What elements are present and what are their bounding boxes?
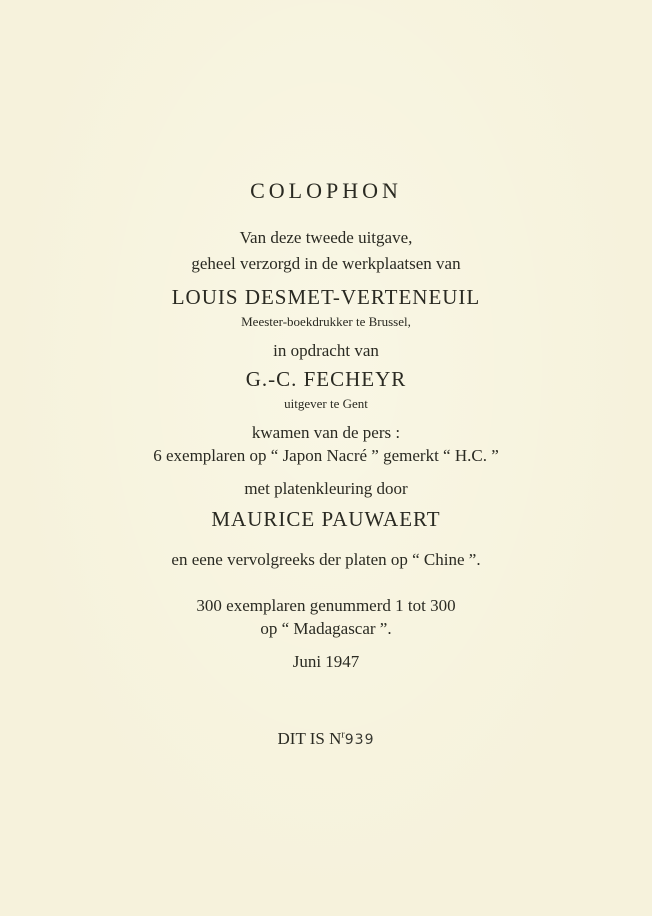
copy-number-label: DIT IS N (277, 729, 342, 748)
workshop-line: geheel verzorgd in de werkplaatsen van (191, 254, 461, 273)
page-title: COLOPHON (250, 178, 402, 203)
numbered-copies-line: 300 exemplaren genummerd 1 tot 300 (196, 596, 456, 615)
publisher-name: G.-C. FECHEYR (245, 367, 407, 391)
commission-line: in opdracht van (273, 341, 379, 360)
japon-copies-line: 6 exemplaren op “ Japon Nacré ” gemerkt “ H.C. ” (153, 446, 499, 465)
copy-number-line (0, 729, 652, 749)
edition-line: Van deze tweede uitgave, (239, 228, 413, 247)
coloring-line: met platenkleuring door (244, 479, 408, 498)
copy-number-value: 939 (344, 732, 375, 748)
date-line: Juni 1947 (292, 652, 360, 671)
printer-title: Meester-boekdrukker te Brussel, (241, 314, 411, 329)
chine-series-line: en eene vervolgreeks der platen op “ Chine ”. (171, 550, 481, 569)
press-line: kwamen van de pers : (251, 423, 401, 442)
printer-name: LOUIS DESMET-VERTENEUIL (171, 285, 481, 309)
publisher-title: uitgever te Gent (284, 396, 368, 411)
madagascar-line: op “ Madagascar ”. (260, 619, 392, 638)
copy-number-sup: r (341, 729, 345, 741)
colorist-name: MAURICE PAUWAERT (211, 507, 441, 531)
